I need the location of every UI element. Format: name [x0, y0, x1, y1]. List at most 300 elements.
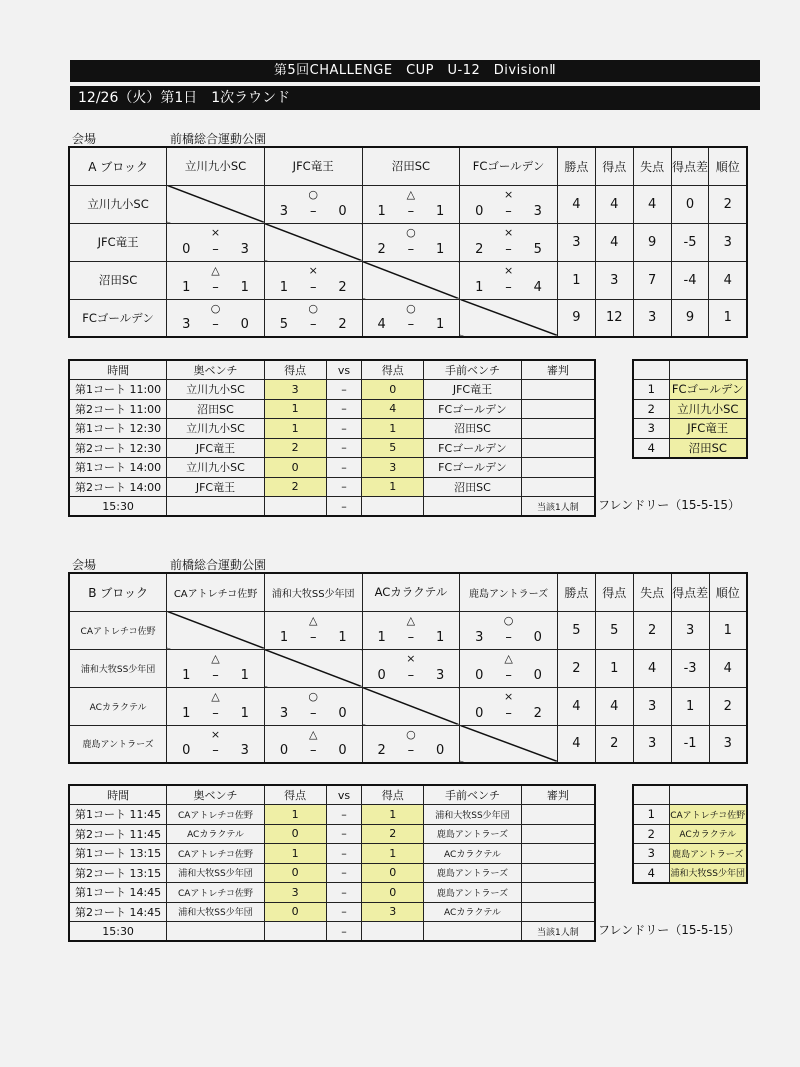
schedule-header: 奥ベンチ [167, 785, 265, 805]
schedule-header: 審判 [521, 360, 595, 380]
home-score: 1 [264, 805, 326, 825]
away-team: 浦和大牧SS少年団 [424, 805, 522, 825]
score-for: 3 [279, 705, 289, 721]
score-for: 3 [279, 203, 289, 219]
ranking-row [633, 844, 747, 864]
schedule-header: 得点 [264, 360, 326, 380]
match-score [363, 204, 460, 219]
stat-value: 4 [557, 725, 595, 763]
stat-value: 9 [633, 223, 671, 261]
stat-header: 勝点 [557, 147, 595, 185]
home-score: 2 [264, 477, 326, 497]
referee-note: 当該1人制 [521, 922, 595, 942]
block-label: B ブロック [69, 573, 167, 611]
match-time: 第2コート 11:45 [69, 824, 167, 844]
away-team: 沼田SC [424, 477, 522, 497]
match-result-cell [167, 725, 265, 763]
home-score: 1 [264, 399, 326, 419]
stat-value: 1 [557, 261, 595, 299]
match-time: 第1コート 13:15 [69, 844, 167, 864]
score-against: 1 [240, 279, 249, 295]
self-match-cell [264, 649, 362, 687]
team-header: ACカラクテル [362, 573, 460, 611]
match-result-cell [460, 649, 558, 687]
schedule-header: 得点 [362, 785, 424, 805]
score-dash: – [505, 203, 512, 219]
away-score: 1 [362, 419, 424, 439]
round-subtitle: 12/26（火）第1日 1次ラウンド [70, 86, 760, 110]
score-against: 5 [533, 241, 542, 257]
result-symbol: △ [308, 613, 318, 627]
schedule-row [69, 863, 595, 883]
score-for: 1 [182, 667, 191, 683]
schedule-row [69, 380, 595, 400]
result-symbol: ○ [406, 225, 416, 239]
away-team: 鹿島アントラーズ [424, 883, 522, 903]
match-time: 第2コート 12:30 [69, 438, 167, 458]
stat-value: 3 [671, 611, 709, 649]
match-score [167, 706, 264, 721]
score-dash: – [212, 743, 219, 758]
referee-cell [521, 399, 595, 419]
match-score [167, 743, 264, 758]
match-score [460, 668, 557, 683]
stat-value: 3 [633, 725, 671, 763]
match-score [167, 668, 264, 683]
score-dash: – [505, 629, 512, 645]
score-for: 5 [279, 317, 289, 332]
result-symbol: △ [211, 651, 220, 665]
match-time: 第1コート 14:45 [69, 883, 167, 903]
match-result-cell [264, 687, 362, 725]
team-header: CAアトレチコ佐野 [167, 573, 265, 611]
score-against: 1 [436, 629, 445, 645]
score-dash: – [505, 667, 512, 683]
score-for: 2 [377, 241, 386, 257]
ranking-row [633, 399, 747, 419]
vs-dash: – [326, 477, 362, 497]
stat-header: 得点 [595, 147, 633, 185]
score-against: 0 [240, 317, 249, 332]
stat-header: 得点差 [671, 147, 709, 185]
referee-cell [521, 477, 595, 497]
score-dash: – [309, 279, 317, 295]
ranking-table-b [632, 784, 748, 884]
stat-value: 1 [671, 687, 709, 725]
match-result-cell [460, 185, 558, 223]
match-result-cell [167, 261, 265, 299]
stat-header: 順位 [709, 573, 747, 611]
home-team: CAアトレチコ佐野 [167, 805, 265, 825]
score-dash: – [309, 203, 317, 219]
match-score [167, 242, 264, 257]
match-schedule-b [68, 784, 596, 942]
schedule-row [69, 902, 595, 922]
score-for: 1 [182, 279, 191, 295]
team-header: 鹿島アントラーズ [460, 573, 558, 611]
referee-cell [521, 824, 595, 844]
self-match-cell [264, 223, 362, 261]
self-match-cell [167, 611, 265, 649]
score-for: 0 [377, 667, 386, 683]
row-team-name: FCゴールデン [69, 299, 167, 337]
ranked-team: CAアトレチコ佐野 [669, 805, 747, 825]
score-for: 1 [475, 279, 484, 295]
match-time: 第2コート 14:45 [69, 902, 167, 922]
result-symbol: ○ [406, 727, 416, 741]
score-against: 3 [240, 241, 249, 257]
score-dash: – [212, 279, 219, 295]
rank-number: 2 [633, 824, 669, 844]
schedule-row [69, 477, 595, 497]
referee-note: 当該1人制 [521, 497, 595, 517]
row-team-name: 浦和大牧SS少年団 [69, 649, 167, 687]
score-dash: – [212, 241, 219, 257]
home-score: 3 [264, 883, 326, 903]
home-team: 立川九小SC [167, 380, 265, 400]
schedule-row [69, 438, 595, 458]
home-team: CAアトレチコ佐野 [167, 883, 265, 903]
ranked-team: 浦和大牧SS少年団 [669, 863, 747, 883]
stat-value: 12 [595, 299, 633, 337]
row-team-name: CAアトレチコ佐野 [69, 611, 167, 649]
stat-header: 失点 [633, 573, 671, 611]
ranked-team: JFC竜王 [669, 419, 747, 439]
stat-value: 4 [557, 185, 595, 223]
score-against: 0 [338, 743, 347, 758]
match-result-cell [167, 649, 265, 687]
stat-value: 3 [595, 261, 633, 299]
stat-value: 4 [633, 649, 671, 687]
score-against: 4 [533, 279, 542, 295]
stat-value: -1 [671, 725, 709, 763]
vs-dash: – [326, 438, 362, 458]
away-score: 3 [362, 458, 424, 478]
home-team: JFC竜王 [167, 477, 265, 497]
match-schedule-a [68, 359, 596, 517]
referee-cell [521, 844, 595, 864]
schedule-row [69, 824, 595, 844]
match-result-cell [264, 299, 362, 337]
match-score [363, 317, 460, 332]
home-score: 0 [264, 458, 326, 478]
vs-dash: – [326, 863, 362, 883]
home-score: 3 [264, 380, 326, 400]
home-team: CAアトレチコ佐野 [167, 844, 265, 864]
stat-value: 3 [633, 687, 671, 725]
match-score [460, 630, 557, 645]
ranked-team: 立川九小SC [669, 399, 747, 419]
score-against: 1 [338, 629, 347, 645]
stat-value: 3 [709, 725, 747, 763]
row-team-name: 立川九小SC [69, 185, 167, 223]
stat-header: 得点差 [671, 573, 709, 611]
away-score: 0 [362, 883, 424, 903]
home-team: 浦和大牧SS少年団 [167, 902, 265, 922]
schedule-header: 得点 [264, 785, 326, 805]
table-row [69, 223, 747, 261]
match-result-cell [460, 611, 558, 649]
match-result-cell [460, 261, 558, 299]
table-row [69, 687, 747, 725]
result-symbol: △ [406, 187, 416, 201]
match-time: 第1コート 14:00 [69, 458, 167, 478]
match-result-cell [167, 223, 265, 261]
away-team: 鹿島アントラーズ [424, 863, 522, 883]
score-dash: – [407, 743, 415, 758]
result-symbol: △ [504, 651, 513, 665]
away-team: JFC竜王 [424, 380, 522, 400]
result-symbol: × [503, 187, 514, 201]
team-header: 沼田SC [362, 147, 460, 185]
row-team-name: 沼田SC [69, 261, 167, 299]
match-result-cell [264, 725, 362, 763]
schedule-row [69, 419, 595, 439]
score-for: 1 [279, 279, 289, 295]
result-symbol: × [503, 263, 514, 277]
venue-name-b: 前橋総合運動公園 [170, 558, 267, 572]
score-for: 4 [377, 317, 386, 332]
schedule-header: 手前ベンチ [424, 360, 522, 380]
score-dash: – [309, 629, 317, 645]
match-result-cell [167, 687, 265, 725]
referee-cell [521, 419, 595, 439]
match-result-cell [460, 687, 558, 725]
stat-value: 1 [595, 649, 633, 687]
match-time: 第2コート 13:15 [69, 863, 167, 883]
result-symbol: △ [308, 727, 318, 741]
match-result-cell [362, 185, 460, 223]
match-result-cell [362, 611, 460, 649]
self-match-cell [362, 261, 460, 299]
score-for: 1 [279, 629, 289, 645]
away-score: 0 [362, 380, 424, 400]
match-score [363, 743, 460, 758]
schedule-header: 審判 [521, 785, 595, 805]
referee-cell [521, 863, 595, 883]
stat-value: 9 [557, 299, 595, 337]
match-result-cell [460, 223, 558, 261]
stat-value: 4 [709, 649, 747, 687]
stat-value: 2 [557, 649, 595, 687]
row-team-name: JFC竜王 [69, 223, 167, 261]
home-team: JFC竜王 [167, 438, 265, 458]
stat-value: 3 [557, 223, 595, 261]
score-dash: – [407, 203, 415, 219]
score-dash: – [407, 667, 415, 683]
match-score [265, 743, 362, 758]
match-score [167, 280, 264, 295]
vs-dash: – [326, 399, 362, 419]
match-score [363, 242, 460, 257]
ranked-team: FCゴールデン [669, 380, 747, 400]
match-score [363, 668, 460, 683]
match-score [363, 630, 460, 645]
table-row [69, 185, 747, 223]
away-score: 5 [362, 438, 424, 458]
home-team: 立川九小SC [167, 458, 265, 478]
score-dash: – [212, 705, 219, 721]
team-header: FCゴールデン [460, 147, 558, 185]
result-symbol: △ [211, 263, 220, 277]
score-dash: – [309, 705, 317, 721]
score-against: 0 [533, 629, 542, 645]
result-symbol: ○ [210, 301, 221, 315]
away-score: 1 [362, 844, 424, 864]
stat-value: 1 [709, 611, 747, 649]
stat-value: 4 [595, 185, 633, 223]
table-row [69, 611, 747, 649]
stat-value: -3 [671, 649, 709, 687]
home-score: 0 [264, 863, 326, 883]
vs-dash: – [326, 805, 362, 825]
score-for: 3 [182, 317, 191, 332]
match-score [460, 242, 557, 257]
match-result-cell [362, 725, 460, 763]
table-row [69, 725, 747, 763]
vs-dash: – [326, 824, 362, 844]
venue-label-a: 会場 [72, 132, 97, 146]
result-symbol: × [503, 689, 514, 703]
rank-number: 3 [633, 419, 669, 439]
schedule-header: 奥ベンチ [167, 360, 265, 380]
referee-cell [521, 805, 595, 825]
stat-value: 4 [595, 687, 633, 725]
result-symbol: × [503, 225, 514, 239]
table-row [69, 261, 747, 299]
match-score [265, 630, 362, 645]
referee-cell [521, 902, 595, 922]
score-against: 1 [240, 667, 249, 683]
away-team: FCゴールデン [424, 399, 522, 419]
away-score: 3 [362, 902, 424, 922]
match-result-cell [264, 185, 362, 223]
stat-value: 1 [709, 299, 747, 337]
referee-cell [521, 883, 595, 903]
friendly-note-b: フレンドリー（15-5-15） [598, 923, 741, 937]
schedule-row [69, 883, 595, 903]
referee-cell [521, 380, 595, 400]
rank-number: 4 [633, 438, 669, 458]
score-for: 0 [182, 743, 191, 758]
away-team: ACカラクテル [424, 844, 522, 864]
stat-value: 4 [633, 185, 671, 223]
away-score: 0 [362, 863, 424, 883]
schedule-header: vs [326, 785, 362, 805]
ranked-team: ACカラクテル [669, 824, 747, 844]
stat-value: 5 [557, 611, 595, 649]
score-against: 0 [436, 743, 445, 758]
result-symbol: ○ [308, 689, 319, 703]
score-dash: – [212, 317, 219, 332]
match-score [167, 317, 264, 332]
match-score [460, 706, 557, 721]
row-team-name: ACカラクテル [69, 687, 167, 725]
last-time: 15:30 [69, 922, 167, 942]
match-score [265, 317, 362, 332]
schedule-header: 得点 [362, 360, 424, 380]
schedule-header: vs [326, 360, 362, 380]
rank-number: 1 [633, 380, 669, 400]
match-score [460, 280, 557, 295]
score-dash: – [505, 241, 512, 257]
referee-cell [521, 458, 595, 478]
match-time: 第1コート 11:45 [69, 805, 167, 825]
stat-value: 3 [633, 299, 671, 337]
self-match-cell [460, 299, 558, 337]
result-symbol: × [210, 727, 221, 741]
stat-value: -5 [671, 223, 709, 261]
stat-value: 2 [709, 687, 747, 725]
home-score: 1 [264, 419, 326, 439]
away-score: 1 [362, 805, 424, 825]
score-dash: – [505, 279, 512, 295]
stat-value: 0 [671, 185, 709, 223]
schedule-row [69, 399, 595, 419]
result-symbol: ○ [308, 301, 318, 315]
score-against: 0 [338, 203, 347, 219]
score-against: 0 [338, 705, 347, 721]
away-score: 2 [362, 824, 424, 844]
self-match-cell [460, 725, 558, 763]
stat-value: 4 [595, 223, 633, 261]
match-result-cell [362, 299, 460, 337]
stat-header: 失点 [633, 147, 671, 185]
score-for: 0 [475, 705, 484, 721]
schedule-row [69, 805, 595, 825]
stat-value: 5 [595, 611, 633, 649]
away-team: 鹿島アントラーズ [424, 824, 522, 844]
score-against: 1 [240, 705, 249, 721]
score-against: 1 [435, 317, 445, 332]
home-score: 2 [264, 438, 326, 458]
score-for: 0 [182, 241, 191, 257]
referee-cell [521, 438, 595, 458]
result-symbol: × [210, 225, 221, 239]
block-label: A ブロック [69, 147, 167, 185]
stat-value: 2 [595, 725, 633, 763]
away-team: FCゴールデン [424, 438, 522, 458]
match-result-cell [362, 223, 460, 261]
away-team: 沼田SC [424, 419, 522, 439]
row-team-name: 鹿島アントラーズ [69, 725, 167, 763]
stat-value: -4 [671, 261, 709, 299]
league-table-b [68, 572, 748, 764]
stat-header: 得点 [595, 573, 633, 611]
home-team: 沼田SC [167, 399, 265, 419]
result-symbol: △ [211, 689, 220, 703]
ranking-row [633, 438, 747, 458]
stat-value: 7 [633, 261, 671, 299]
stat-header: 勝点 [557, 573, 595, 611]
last-time: 15:30 [69, 497, 167, 517]
match-time: 第1コート 11:00 [69, 380, 167, 400]
match-result-cell [167, 299, 265, 337]
home-score: 1 [264, 844, 326, 864]
score-for: 1 [182, 705, 191, 721]
vs-dash: – [326, 380, 362, 400]
match-result-cell [362, 649, 460, 687]
ranking-row [633, 824, 747, 844]
vs-dash: – [326, 883, 362, 903]
match-result-cell [264, 261, 362, 299]
table-row [69, 299, 747, 337]
stat-value: 2 [709, 185, 747, 223]
friendly-note-a: フレンドリー（15-5-15） [598, 498, 741, 512]
home-team: 立川九小SC [167, 419, 265, 439]
away-score: 1 [362, 477, 424, 497]
ranked-team: 沼田SC [669, 438, 747, 458]
